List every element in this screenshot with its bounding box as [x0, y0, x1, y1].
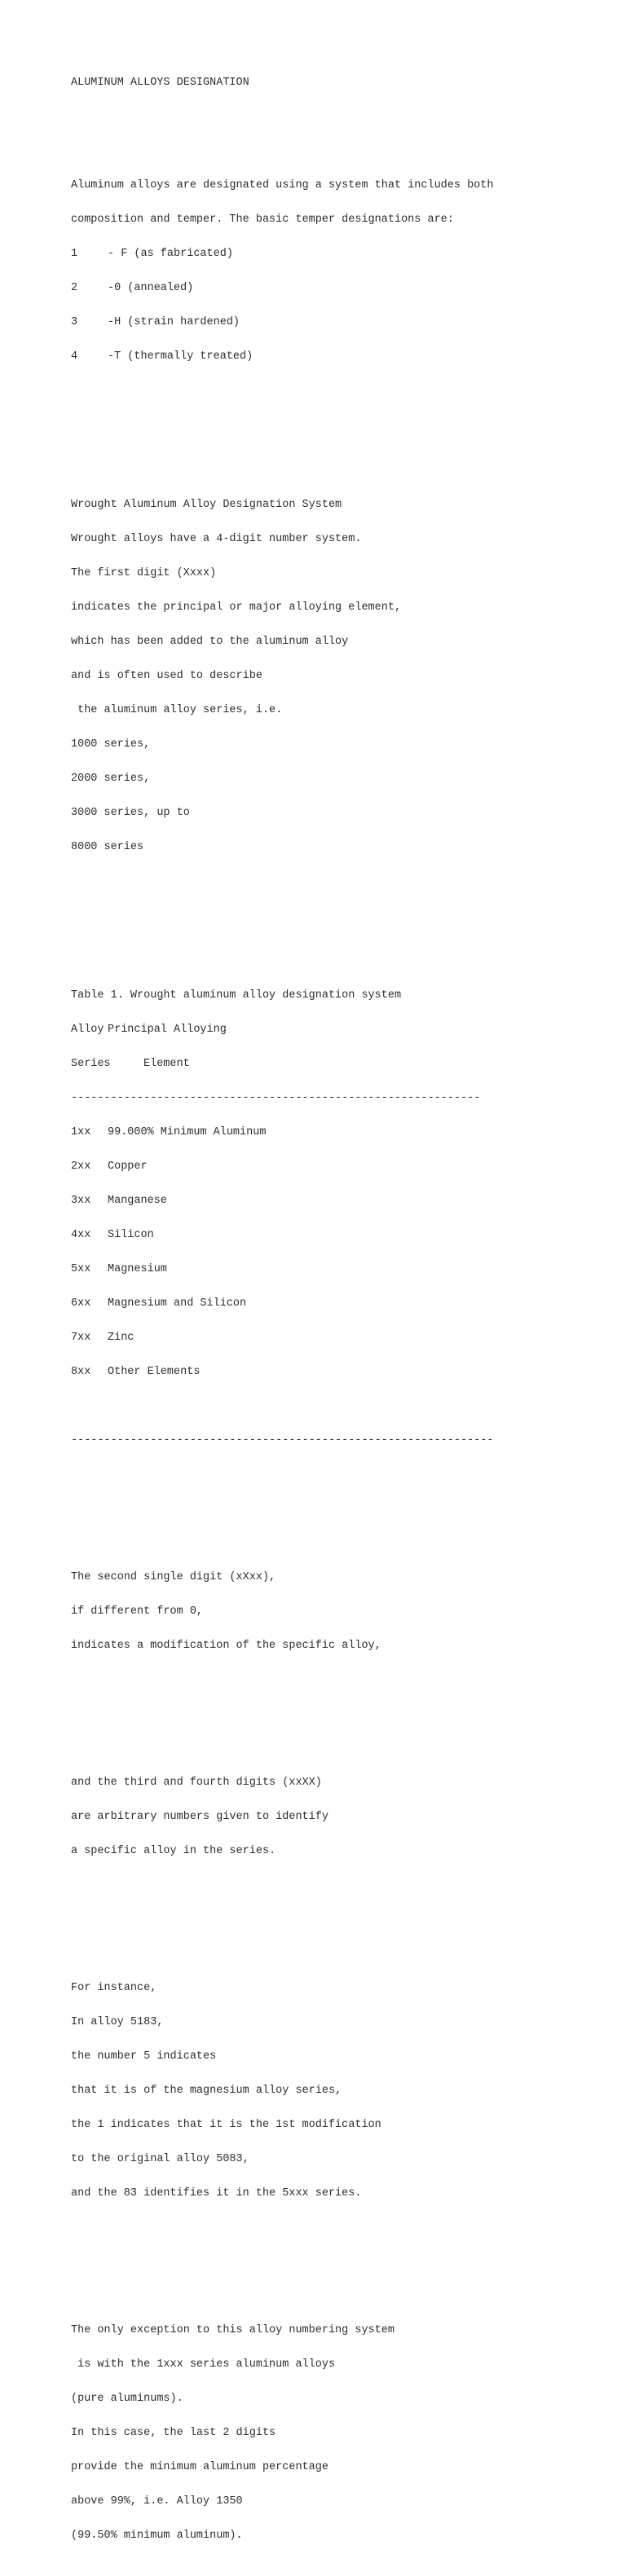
paragraph-line: the number 5 indicates — [71, 2050, 217, 2063]
table-row — [71, 1127, 493, 1138]
document-page — [71, 55, 493, 2576]
wrought-line: 3000 series, up to — [71, 807, 190, 819]
wrought-line: 1000 series, — [71, 738, 151, 751]
paragraph-line: and the 83 identifies it in the 5xxx series. — [71, 2187, 362, 2200]
table-row — [71, 1298, 493, 1310]
paragraph-line: above 99%, i.e. Alloy 1350 — [71, 2495, 243, 2508]
paragraph-line: and the third and fourth digits (xxXX) — [71, 1777, 322, 1789]
element-cell: Silicon — [108, 1229, 154, 1241]
paragraph-line: a specific alloy in the series. — [71, 1845, 276, 1857]
temper-text: -T (thermally treated) — [108, 350, 253, 363]
table-row — [71, 1367, 493, 1378]
table-row — [71, 1264, 493, 1275]
wrought-line: Wrought alloys have a 4-digit number system. — [71, 533, 362, 545]
temper-number: 3 — [71, 316, 78, 328]
paragraph-line: indicates a modification of the specific alloy, — [71, 1640, 381, 1652]
designation-table — [71, 967, 493, 1469]
element-cell: Magnesium and Silicon — [108, 1297, 247, 1310]
wrought-line: 2000 series, — [71, 773, 151, 785]
paragraph-line: provide the minimum aluminum percentage — [71, 2461, 328, 2473]
paragraph-line: In alloy 5183, — [71, 2016, 164, 2028]
series-cell: 1xx — [71, 1126, 91, 1138]
section-heading: Wrought Aluminum Alloy Designation System — [71, 499, 342, 511]
element-cell: Copper — [108, 1160, 148, 1173]
series-cell: 5xx — [71, 1263, 91, 1275]
paragraph-line: to the original alloy 5083, — [71, 2153, 249, 2165]
table-header-principal: Principal Alloying — [108, 1024, 227, 1036]
wrought-line: 8000 series — [71, 841, 144, 853]
table-row — [71, 1196, 493, 1207]
intro-section — [71, 157, 493, 385]
series-cell: 3xx — [71, 1195, 91, 1207]
wrought-line: The first digit (Xxxx) — [71, 567, 217, 579]
temper-number: 4 — [71, 350, 78, 363]
temper-text: -0 (annealed) — [108, 282, 194, 294]
exception-section — [71, 2302, 493, 2565]
paragraph-line: The only exception to this alloy numbering system — [71, 2324, 395, 2336]
wrought-line: the aluminum alloy series, i.e. — [71, 704, 283, 716]
paragraph-line: if different from 0, — [71, 1605, 204, 1618]
temper-item — [71, 283, 493, 294]
temper-item — [71, 317, 493, 328]
temper-text: - F (as fabricated) — [108, 248, 233, 260]
wrought-line: which has been added to the aluminum alloy — [71, 636, 349, 648]
paragraph-line: (99.50% minimum aluminum). — [71, 2530, 243, 2542]
element-cell: Manganese — [108, 1195, 167, 1207]
intro-line: composition and temper. The basic temper designations are: — [71, 214, 454, 226]
table-header-row — [71, 1024, 493, 1036]
table-header-row — [71, 1059, 493, 1070]
table-header-alloy: Alloy — [71, 1024, 104, 1036]
element-cell: 99.000% Minimum Aluminum — [108, 1126, 267, 1138]
table-rule-top: -------------------------------------------------------------- — [71, 1092, 481, 1104]
temper-item — [71, 249, 493, 260]
element-cell: Zinc — [108, 1332, 134, 1344]
intro-line: Aluminum alloys are designated using a system that includes both — [71, 179, 494, 192]
paragraph-line: that it is of the magnesium alloy series, — [71, 2085, 342, 2097]
paragraph-line: are arbitrary numbers given to identify — [71, 1811, 328, 1823]
series-cell: 6xx — [71, 1297, 91, 1310]
wrought-section — [71, 477, 493, 876]
series-cell: 8xx — [71, 1366, 91, 1378]
table-header-series: Series — [71, 1058, 111, 1070]
temper-item — [71, 351, 493, 363]
element-cell: Other Elements — [108, 1366, 201, 1378]
third-fourth-digit-section — [71, 1755, 493, 1880]
wrought-line: and is often used to describe — [71, 670, 262, 682]
series-cell: 2xx — [71, 1160, 91, 1173]
paragraph-line: The second single digit (xXxx), — [71, 1571, 276, 1583]
temper-number: 2 — [71, 282, 78, 294]
paragraph-line: In this case, the last 2 digits — [71, 2427, 276, 2439]
table-caption: Table 1. Wrought aluminum alloy designation system — [71, 989, 402, 1002]
table-header-element: Element — [143, 1058, 190, 1070]
element-cell: Magnesium — [108, 1263, 167, 1275]
table-rule-bottom: ---------------------------------------------------------------- — [71, 1434, 494, 1447]
wrought-line: indicates the principal or major alloying element, — [71, 601, 402, 614]
paragraph-line: For instance, — [71, 1982, 157, 1994]
document-title: ALUMINUM ALLOYS DESIGNATION — [71, 77, 249, 89]
paragraph-line: is with the 1xxx series aluminum alloys — [71, 2358, 336, 2371]
table-row — [71, 1230, 493, 1241]
second-digit-section — [71, 1549, 493, 1675]
table-row — [71, 1332, 493, 1344]
example-section — [71, 1960, 493, 2222]
temper-number: 1 — [71, 248, 78, 260]
series-cell: 7xx — [71, 1332, 91, 1344]
table-row — [71, 1161, 493, 1173]
temper-text: -H (strain hardened) — [108, 316, 240, 328]
paragraph-line: the 1 indicates that it is the 1st modification — [71, 2119, 381, 2131]
series-cell: 4xx — [71, 1229, 91, 1241]
paragraph-line: (pure aluminums). — [71, 2393, 183, 2405]
